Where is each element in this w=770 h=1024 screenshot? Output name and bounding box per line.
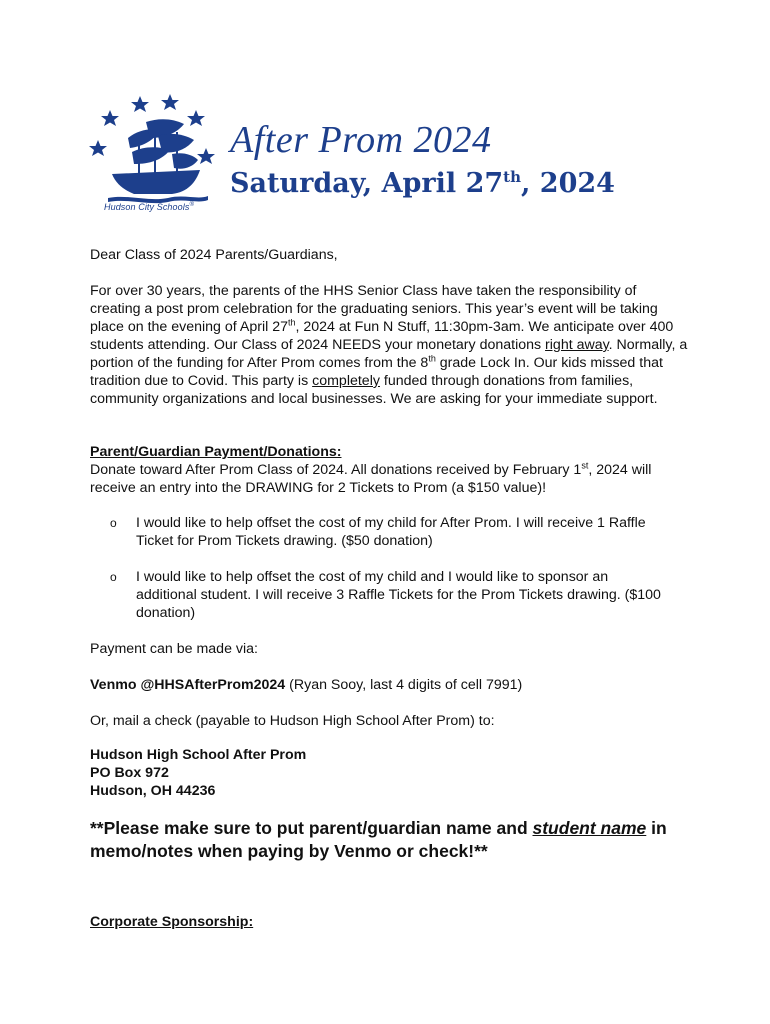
address-line: PO Box 972 [90, 765, 169, 781]
memo-reminder: **Please make sure to put parent/guardian name and student name in memo/notes when paying by Venmo or check!** [90, 818, 667, 861]
logo-caption: Hudson City Schools® [104, 202, 194, 212]
school-logo [88, 90, 228, 220]
list-item: o I would like to help offset the cost of my child for After Prom. I will receive 1 Raffle Ticket for Prom Tickets drawing. ($50 donation) [110, 515, 646, 549]
greeting: Dear Class of 2024 Parents/Guardians, [90, 247, 338, 263]
payment-paragraph: Donate toward After Prom Class of 2024. All donations received by February 1st, 2024 will receive an entry into the DRAWING for 2 Tickets to Prom (a $150 value)! [90, 460, 652, 496]
star-icon [187, 110, 205, 126]
star-icon [89, 140, 107, 156]
star-icon [197, 148, 215, 164]
bullet-circle-icon: o [110, 516, 117, 530]
address-line: Hudson, OH 44236 [90, 783, 216, 799]
address-line: Hudson High School After Prom [90, 747, 307, 763]
ship-stars-icon [88, 90, 228, 220]
star-icon [101, 110, 119, 126]
venmo-line: Venmo @HHSAfterProm2024 (Ryan Sooy, last 4 digits of cell 7991) [90, 677, 523, 693]
mailing-address [90, 746, 690, 800]
donation-option [110, 568, 670, 622]
intro-paragraph: For over 30 years, the parents of the HHS Senior Class have taken the responsibility of creating a post prom celebration for the graduating seniors. This year’s event will be taking place on the evening of April 27th, 2024 at Fun N Stuff, 11:30pm-3am. We anticipate over 400 students attending. Our Class of 2024 NEEDS your monetary donations right away. Normally, a portion of the funding for After Prom comes from the 8th grade Lock In. Our kids missed that tradition due to Covid. This party is completely funded through donations from families, community organizations and local businesses. We are asking for your immediate support. [90, 283, 688, 407]
corporate-heading: Corporate Sponsorship: [90, 914, 254, 930]
page-title: After Prom 2024 [230, 119, 492, 161]
star-icon [131, 96, 149, 112]
mail-line: Or, mail a check (payable to Hudson High School After Prom) to: [90, 713, 495, 729]
donation-option [110, 514, 670, 550]
star-icon [161, 94, 179, 110]
event-date: Saturday, April 27th, 2024 [230, 168, 615, 199]
payment-via: Payment can be made via: [90, 641, 258, 657]
list-item: o I would like to help offset the cost of my child and I would like to sponsor an additional student. I will receive 3 Raffle Tickets for the Prom Tickets drawing. ($100 donation) [110, 569, 661, 621]
bullet-circle-icon: o [110, 570, 117, 584]
payment-heading: Parent/Guardian Payment/Donations: [90, 444, 342, 460]
